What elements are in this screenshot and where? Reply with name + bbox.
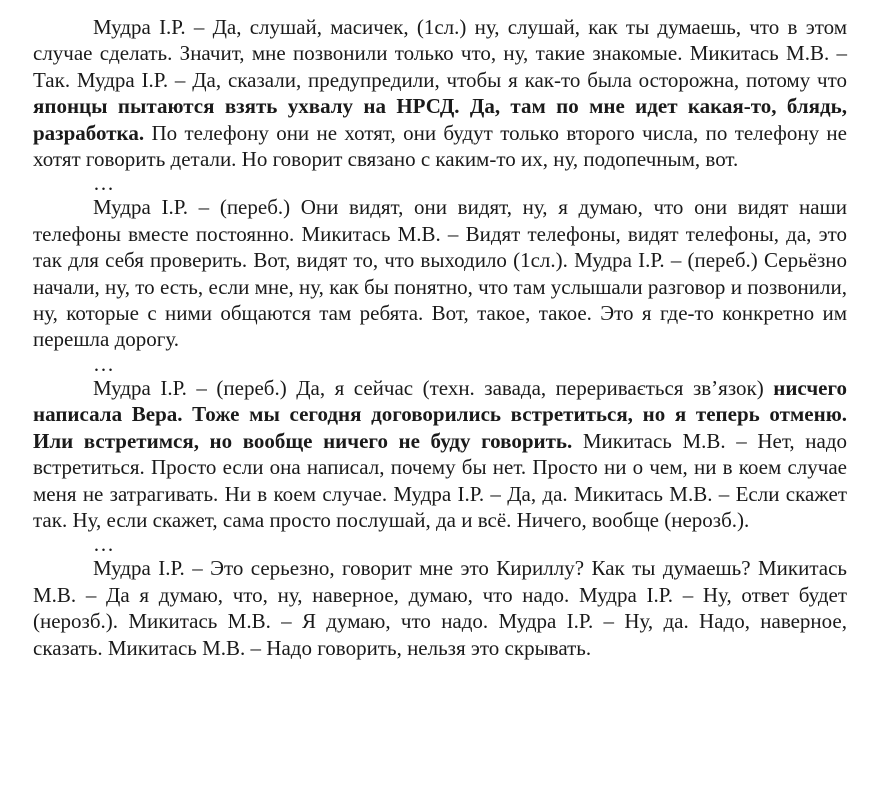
paragraph-1-bold-text: японцы пытаются взять ухвалу на НРСД. Да, там по мне идет какая-то, блядь, разработка.: [33, 94, 847, 145]
paragraph-3-text-end: Микитась М.В. – Нет, надо встретиться. Просто если она написал, почему бы нет. Просто ни о чем, ни в коем случае меня не затрагивать. Ни в коем случае. Мудра І.Р. – Да, да. Микитась М.В. – Если скажет так. Ну, если скажет, сама просто послушай, да и всё. Ничего, вообще (нерозб.).: [33, 428, 847, 532]
omission-marker-3: …: [93, 532, 114, 557]
transcript-paragraph-3: [33, 375, 847, 533]
transcript-page: [33, 14, 847, 661]
omission-marker-1: …: [93, 171, 114, 196]
transcript-paragraph-2: [33, 194, 847, 352]
omission-marker-2: …: [93, 351, 114, 376]
paragraph-3-bold-text: нисчего написала Вера. Тоже мы сегодня договорились встретиться, но я теперь отменю. Или встретимся, но вообще ничего не буду говорить.: [33, 375, 847, 453]
paragraph-4-text: Мудра І.Р. – Это серьезно, говорит мне это Кириллу? Как ты думаешь? Микитась М.В. – Да я думаю, что, ну, наверное, думаю, что надо. Мудра І.Р. – Ну, ответ будет (нерозб.). Микитась М.В. – Я думаю, что надо. Мудра І.Р. – Ну, да. Надо, наверное, сказать. Микитась М.В. – Надо говорить, нельзя это скрывать.: [33, 556, 847, 660]
transcript-paragraph-1: [33, 14, 847, 172]
paragraph-3-text-start: Мудра І.Р. – (переб.) Да, я сейчас (техн. завада, переривається зв’язок): [93, 375, 774, 400]
paragraph-2-text: Мудра І.Р. – (переб.) Они видят, они видят, ну, я думаю, что они видят наши телефоны вместе постоянно. Микитась М.В. – Видят телефоны, видят телефоны, да, это так для себя проверить. Вот, видят то, что выходило (1сл.). Мудра І.Р. – (переб.) Серьёзно начали, ну, то есть, если мне, ну, как бы понятно, что там услышали разговор и позвонили, ну, которые с ними общаются там ребята. Вот, такое, такое. Это я где-то конкретно им перешла дорогу.: [33, 195, 847, 352]
paragraph-1-text-start: Мудра І.Р. – Да, слушай, масичек, (1сл.) ну, слушай, как ты думаешь, что в этом случае сделать. Значит, мне позвонили только что, ну, такие знакомые. Микитась М.В. – Так. Мудра І.Р. – Да, сказали, предупредили, чтобы я как-то была осторожна, потому что: [33, 15, 847, 92]
transcript-paragraph-4: [33, 555, 847, 661]
paragraph-1-text-end: По телефону они не хотят, они будут только второго числа, по телефону не хотят говорить детали. Но говорит связано с каким-то их, ну, подопечным, вот.: [33, 120, 847, 172]
